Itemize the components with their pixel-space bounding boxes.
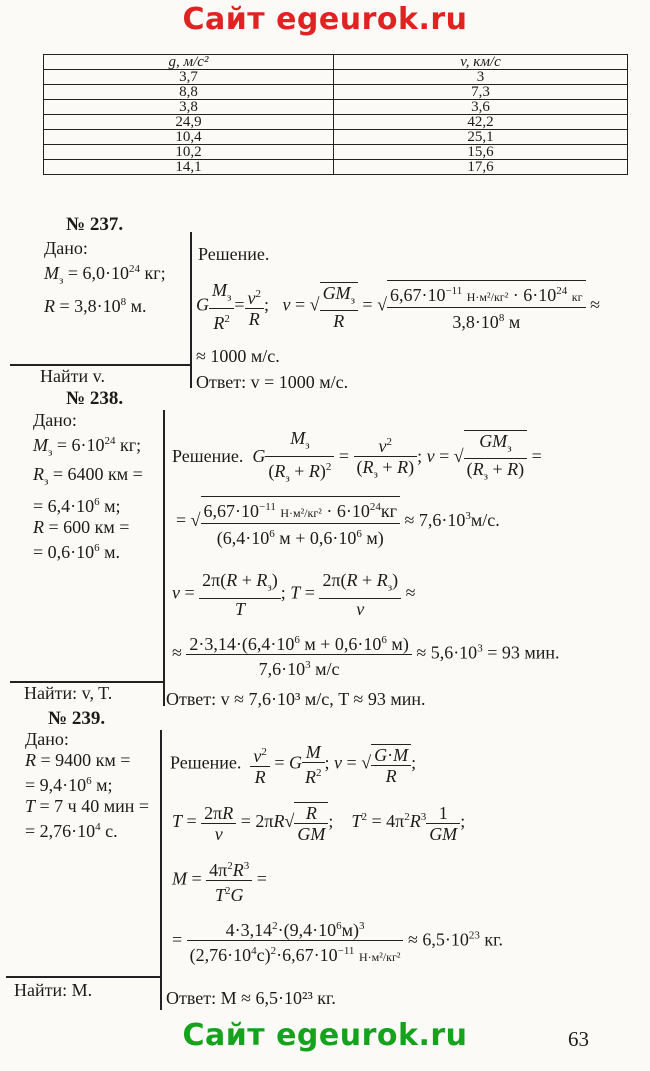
problem-239-find: Найти: M. bbox=[14, 980, 93, 1000]
given-mass: $M_з = 6\cdot 10^{24}$ кг; bbox=[33, 435, 142, 459]
problem-239-number: № 239. bbox=[48, 708, 106, 729]
problem-238-divider bbox=[163, 410, 165, 706]
problem-237-find: Найти v. bbox=[40, 366, 105, 386]
gravity-velocity-table bbox=[43, 54, 628, 175]
problem-237-result: ≈ 1000 м/с. bbox=[196, 346, 280, 366]
table-row: 14,1 17,6 bbox=[44, 160, 628, 175]
given-period: T = 7 ч 40 мин = bbox=[25, 796, 150, 816]
problem-239-solution-title: Решение. bbox=[170, 752, 242, 773]
given-orbit-radius: R = 9400 км = bbox=[25, 750, 131, 770]
table-row: 10,4 25,1 bbox=[44, 130, 628, 145]
given-earth-radius-si: = $6,4\cdot 10^6$ м; bbox=[33, 496, 121, 517]
problem-237-solution-title: Решение. bbox=[198, 244, 270, 264]
problem-238-number: № 238. bbox=[66, 388, 124, 409]
problem-239-find-line bbox=[6, 976, 162, 978]
given-height-si: = $0,6\cdot 10^6$ м. bbox=[33, 542, 121, 563]
problem-238-formula-3: v = $\frac{2\pi(R + R_з)}{T}$ ; T = $\frac{2\pi(R + R_з)}{v}$ ≈ bbox=[172, 570, 416, 619]
problem-237-given bbox=[44, 238, 166, 317]
problem-239-formula-2: T = $\frac{2\pi R}{v}$ = 2πR√ $\frac{R}{GM}$ ; $T^2 = 4\pi^2R^3$ $\frac{1}{GM}$ ; bbox=[172, 802, 466, 844]
given-radius: $R = 3,8\cdot 10^8$ м. bbox=[44, 295, 147, 316]
problem-238-given bbox=[33, 410, 143, 563]
given-title: Дано: bbox=[25, 729, 69, 749]
problem-238-find: Найти: v, T. bbox=[24, 683, 113, 703]
problem-238-solution-title: Решение. bbox=[172, 446, 244, 467]
page-number: 63 bbox=[568, 1027, 589, 1051]
given-mass: $M_з = 6,0\cdot 10^{24}$ кг; bbox=[44, 263, 166, 287]
table-row: 3,8 3,6 bbox=[44, 100, 628, 115]
given-title: Дано: bbox=[33, 410, 77, 430]
problem-237-formula: G $\frac{M_з}{R^2}$ = $\frac{v^2}{R}$ ; v = √ $\frac{GM_з}{R}$ = √ $\frac{6,67\cdot 10^{-11} Н\cdot м^2/кг^2 \cdot 6\cdot 10^{24} кг}{3,8\cdot 10^8 м}$ ≈ bbox=[196, 280, 600, 333]
given-title: Дано: bbox=[44, 238, 88, 258]
table-row: 8,8 7,3 bbox=[44, 85, 628, 100]
problem-238-formula-1: Решение. G $\frac{M_з}{(R_з + R)^2}$ = $\frac{v^2}{(R_з + R)}$ ; v = √ $\frac{GM_з}{(R_з + R)}$ = bbox=[172, 428, 542, 488]
header-v: v, км/с bbox=[334, 55, 628, 70]
given-earth-radius: $R_з = 6400$ км = bbox=[33, 463, 143, 488]
header-g: g, м/с² bbox=[44, 55, 334, 70]
given-orbit-radius-si: = $9,4\cdot 10^6$ м; bbox=[25, 775, 113, 795]
problem-239-formula-4: = $\frac{4\cdot 3,14^2\cdot(9,4\cdot 10^6м)^3}{(2,76\cdot 10^4с)^2\cdot 6,67\cdot 10^{-11} Н\cdot м^2/кг^2}$ ≈ $6,5\cdot 10^{23}$ кг. bbox=[172, 920, 503, 965]
problem-239-formula-1: Решение. $\frac{v^2}{R}$ = G $\frac{M}{R^2}$ ; v = √ $\frac{G\cdot M}{R}$ ; bbox=[170, 742, 417, 787]
problem-239-formula-3: M = $\frac{4\pi^2R^3}{T^2G}$ = bbox=[172, 860, 267, 905]
problem-237-answer: Ответ: v = 1000 м/с. bbox=[196, 372, 349, 392]
table-row: 3,7 3 bbox=[44, 70, 628, 85]
site-footer: Сайт egeurok.ru bbox=[182, 1018, 468, 1053]
table-row: 24,9 42,2 bbox=[44, 115, 628, 130]
problem-238-formula-2: = √ $\frac{6,67\cdot 10^{-11} Н\cdot м^2/кг^2 \cdot 6\cdot 10^{24}кг}{(6,4\cdot 10^6 м + 0,6\cdot 10^6 м)}$ ≈ $7,6\cdot 10^3м/с$. bbox=[176, 496, 500, 548]
problem-239-answer: Ответ: M ≈ 6,5·10²³ кг. bbox=[166, 988, 336, 1008]
site-header: Сайт egeurok.ru bbox=[182, 2, 468, 37]
problem-238-formula-4: ≈ $\frac{2\cdot 3,14\cdot(6,4\cdot 10^6 м + 0,6\cdot 10^6 м)}{7,6\cdot 10^3 м/с}$ ≈ $5,6\cdot 10^3 = 93$ мин. bbox=[172, 634, 560, 679]
problem-238-answer: Ответ: v ≈ 7,6·10³ м/с, T ≈ 93 мин. bbox=[166, 689, 426, 709]
given-period-si: = $2,76\cdot 10^4$ с. bbox=[25, 821, 118, 841]
table-row: 10,2 15,6 bbox=[44, 145, 628, 160]
given-height: R = 600 км = bbox=[33, 517, 130, 538]
problem-239-given bbox=[25, 729, 149, 842]
problem-237-number: № 237. bbox=[66, 214, 124, 235]
problem-239-divider bbox=[160, 730, 162, 1010]
